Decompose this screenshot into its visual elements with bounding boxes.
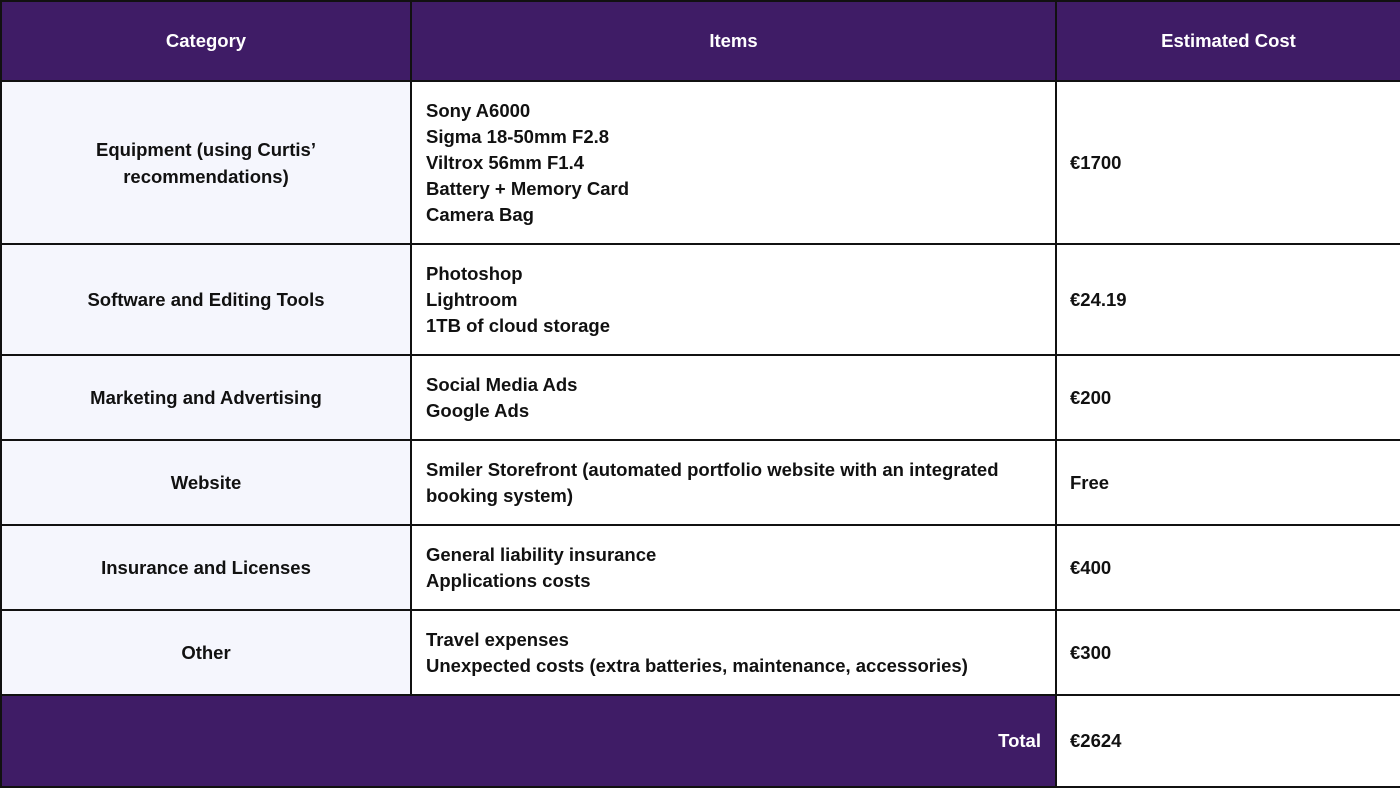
list-item: Unexpected costs (extra batteries, maintenance, accessories) — [426, 654, 968, 676]
list-item: Travel expenses — [426, 628, 569, 650]
category-cell: Insurance and Licenses — [1, 525, 411, 610]
list-item: Viltrox 56mm F1.4 — [426, 151, 585, 173]
cost-cell: €200 — [1056, 355, 1400, 440]
cost-cell: €24.19 — [1056, 244, 1400, 355]
list-item: Lightroom — [426, 288, 518, 310]
category-cell: Software and Editing Tools — [1, 244, 411, 355]
cost-cell: €300 — [1056, 610, 1400, 695]
category-cell: Website — [1, 440, 411, 525]
list-item: Battery + Memory Card — [426, 177, 630, 199]
list-item: Applications costs — [426, 569, 591, 591]
category-cell: Equipment (using Curtis’ recommendations) — [1, 81, 411, 244]
header-items: Items — [411, 1, 1056, 81]
list-item: Photoshop — [426, 262, 523, 284]
header-estimated-cost: Estimated Cost — [1056, 1, 1400, 81]
list-item: 1TB of cloud storage — [426, 314, 610, 336]
items-cell — [411, 355, 1056, 440]
table-row-marketing — [1, 355, 1400, 440]
table-row-equipment — [1, 81, 1400, 244]
table-row-insurance — [1, 525, 1400, 610]
cost-cell: €1700 — [1056, 81, 1400, 244]
table-row-website — [1, 440, 1400, 525]
list-item: Social Media Ads — [426, 373, 578, 395]
cost-cell: €400 — [1056, 525, 1400, 610]
cost-cell: Free — [1056, 440, 1400, 525]
list-item: General liability insurance — [426, 543, 657, 565]
items-cell — [411, 244, 1056, 355]
list-item: Google Ads — [426, 399, 530, 421]
items-cell — [411, 440, 1056, 525]
items-cell — [411, 81, 1056, 244]
category-cell: Marketing and Advertising — [1, 355, 411, 440]
header-category: Category — [1, 1, 411, 81]
list-item: Smiler Storefront (automated portfolio website with an integrated booking system) — [426, 458, 999, 506]
items-cell — [411, 525, 1056, 610]
header-row — [1, 1, 1400, 81]
total-label: Total — [1, 695, 1056, 787]
total-value: €2624 — [1056, 695, 1400, 787]
items-cell — [411, 610, 1056, 695]
table-row-software — [1, 244, 1400, 355]
list-item: Camera Bag — [426, 203, 534, 225]
list-item: Sigma 18-50mm F2.8 — [426, 125, 610, 147]
table-row-other — [1, 610, 1400, 695]
category-cell: Other — [1, 610, 411, 695]
list-item: Sony A6000 — [426, 99, 531, 121]
total-row — [1, 695, 1400, 787]
